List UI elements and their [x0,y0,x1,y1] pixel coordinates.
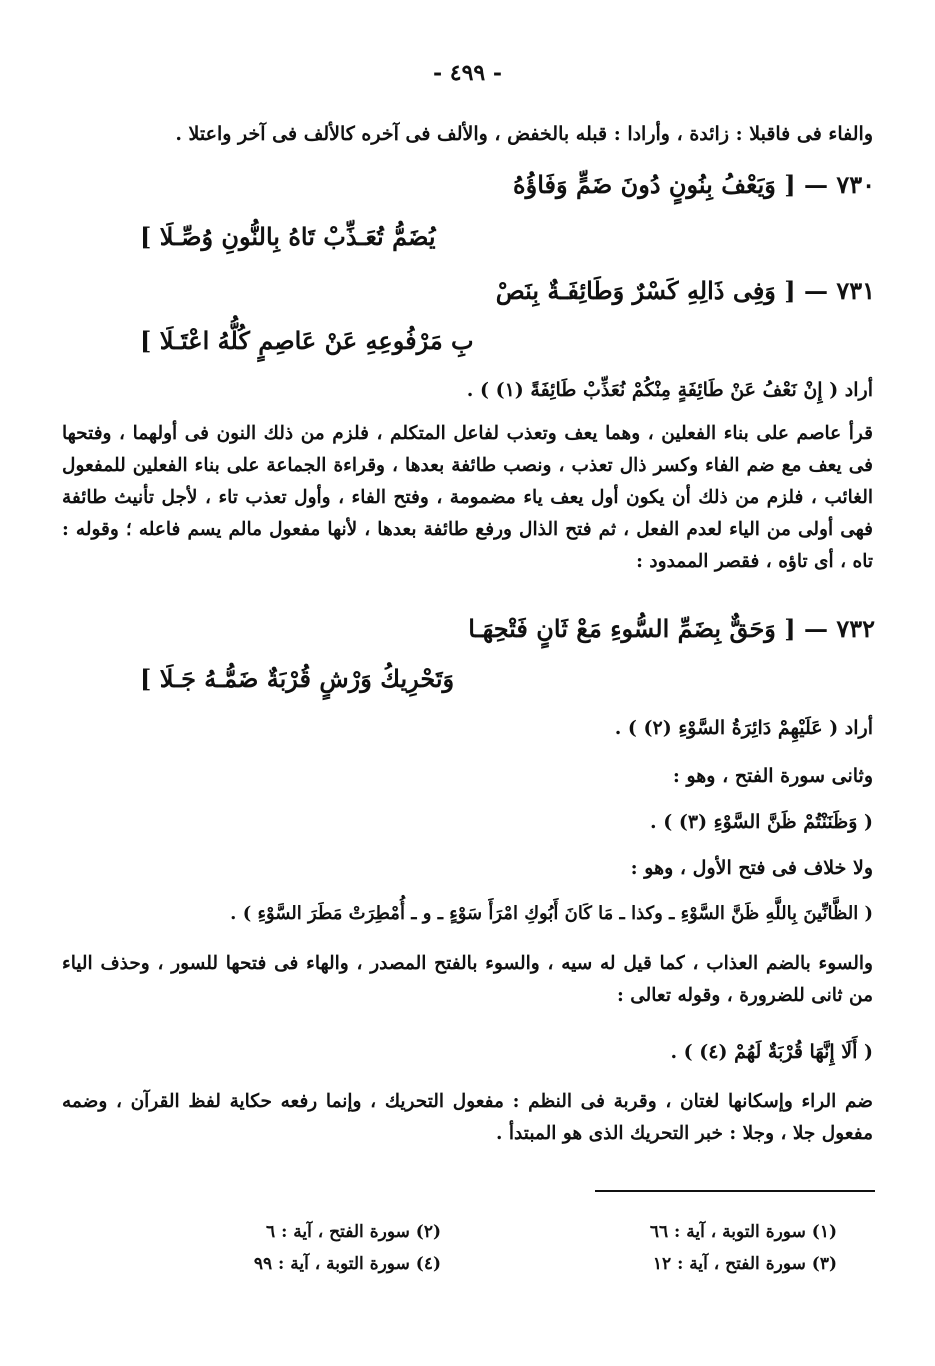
footnote-1: (١) سورة التوبة ، آية : ٦٦ [649,1222,837,1242]
verse-730-second-hemistich: يُضَمُّ تُعَـذِّبْ تَاهُ بِالنُّونِ وُصِّـلَا ] [140,222,436,251]
verse-731-second-hemistich: بِ مَرْفُوعِهِ عَنْ عَاصِمٍ كُلُّهُ اعْتَـلَا ] [140,326,474,355]
verse-number: ٧٣٠ — [803,170,875,199]
verse-number: ٧٣٢ — [803,614,875,643]
quran-quote-1: أراد ( إِنْ نَعْفُ عَنْ طَائِفَةٍ مِنْكُمْ نُعَذِّبْ طَائِفَةً (١) ) . [466,379,873,401]
quran-quote-4: ( أَلَا إِنَّهَا قُرْبَةٌ لَهُمْ (٤) ) . [670,1041,873,1063]
quran-quote-list: ( الظَّانِّينَ بِاللَّهِ ظَنَّ السَّوْءِ ـ وكذا ـ مَا كَانَ أَبُوكِ امْرَأَ سَوْءٍ ـ و ـ أُمْطِرَتْ مَطَرَ السَّوْءِ ) . [230,903,873,924]
footnote-4: (٤) سورة التوبة ، آية : ٩٩ [253,1254,441,1274]
footnote-3: (٣) سورة الفتح ، آية : ١٢ [652,1254,837,1274]
verse-number: ٧٣١ — [803,276,875,305]
verse-text: [ وَيَعْفُ بِنُونٍ دُونَ ضَمٍّ وَفَاؤُهُ [513,170,796,199]
verse-text: [ وَفِى ذَالِهِ كَسْرٌ وَطَائِفَـةٌ بِنَصْ [495,276,796,305]
page-number: - ٤٩٩ - [432,60,503,86]
verse-732-first-hemistich [468,614,875,643]
commentary-paragraph-1: قرأ عاصم على بناء الفعلين ، وهما يعف وتعذب لفاعل المتكلم ، فلزم من ذلك النون فى أولهما ، وفتحها فى يعف مع ضم الفاء وكسر ذال تعذب ، ونصب طائفة بعدها ، وقراءة الجماعة على بناء الفعلين للمفعول الغائب ، فلزم من ذلك أن يكون أول يعف ياء مضمومة ، وفتح الفاء ، وأول تعذب تاء ، لأجل تأنيث طائفة فهى أولى من الياء لعدم الفعل ، ثم فتح الذال ورفع طائفة بعدها ، لأنها مفعول مالم يسم فاعله ؛ وقوله : تاه ، أى تاؤه ، فقصر الممدود : [62,423,873,572]
verse-731-first-hemistich [496,276,875,305]
quran-quote-3: ( وَظَنَنْتُمْ ظَنَّ السَّوْءِ (٣) ) . [650,811,873,833]
footnote-separator [595,1190,875,1192]
text-line: وثانى سورة الفتح ، وهو : [672,765,873,787]
verse-730-first-hemistich [513,170,875,199]
commentary-paragraph-2: والسوء بالضم العذاب ، كما قيل له سيه ، والسوء بالفتح المصدر ، والهاء فى فتحها للسور ، وحذف الياء من ثانى للضرورة ، وقوله تعالى : [62,953,873,1006]
footnote-2: (٢) سورة الفتح ، آية : ٦ [266,1222,441,1242]
intro-paragraph: والفاء فى فاقبلا : زائدة ، وأرادا : قبله بالخفض ، والألف فى آخره كالألف فى آخر واعتلا . [175,123,873,145]
verse-text: [ وَحَقٌّ بِضَمِّ السُّوءِ مَعْ ثَانٍ فَتْحِهَـا [468,614,796,643]
text-line: ولا خلاف فى فتح الأول ، وهو : [630,857,873,879]
commentary-paragraph-3: ضم الراء وإسكانها لغتان ، وقربة فى النظم : مفعول التحريك ، وإنما رفعه حكاية لفظ القرآن ، وضمه مفعول جلا ، وجلا : خبر التحريك الذى هو المبتدأ . [62,1091,873,1144]
verse-732-second-hemistich: وَتَحْرِيكُ وَرْشٍ قُرْبَةٌ ضَمُّـهُ جَـلَا ] [140,664,455,693]
quran-quote-2: أراد ( عَلَيْهِمْ دَائِرَةُ السَّوْءِ (٢) ) . [614,717,873,739]
